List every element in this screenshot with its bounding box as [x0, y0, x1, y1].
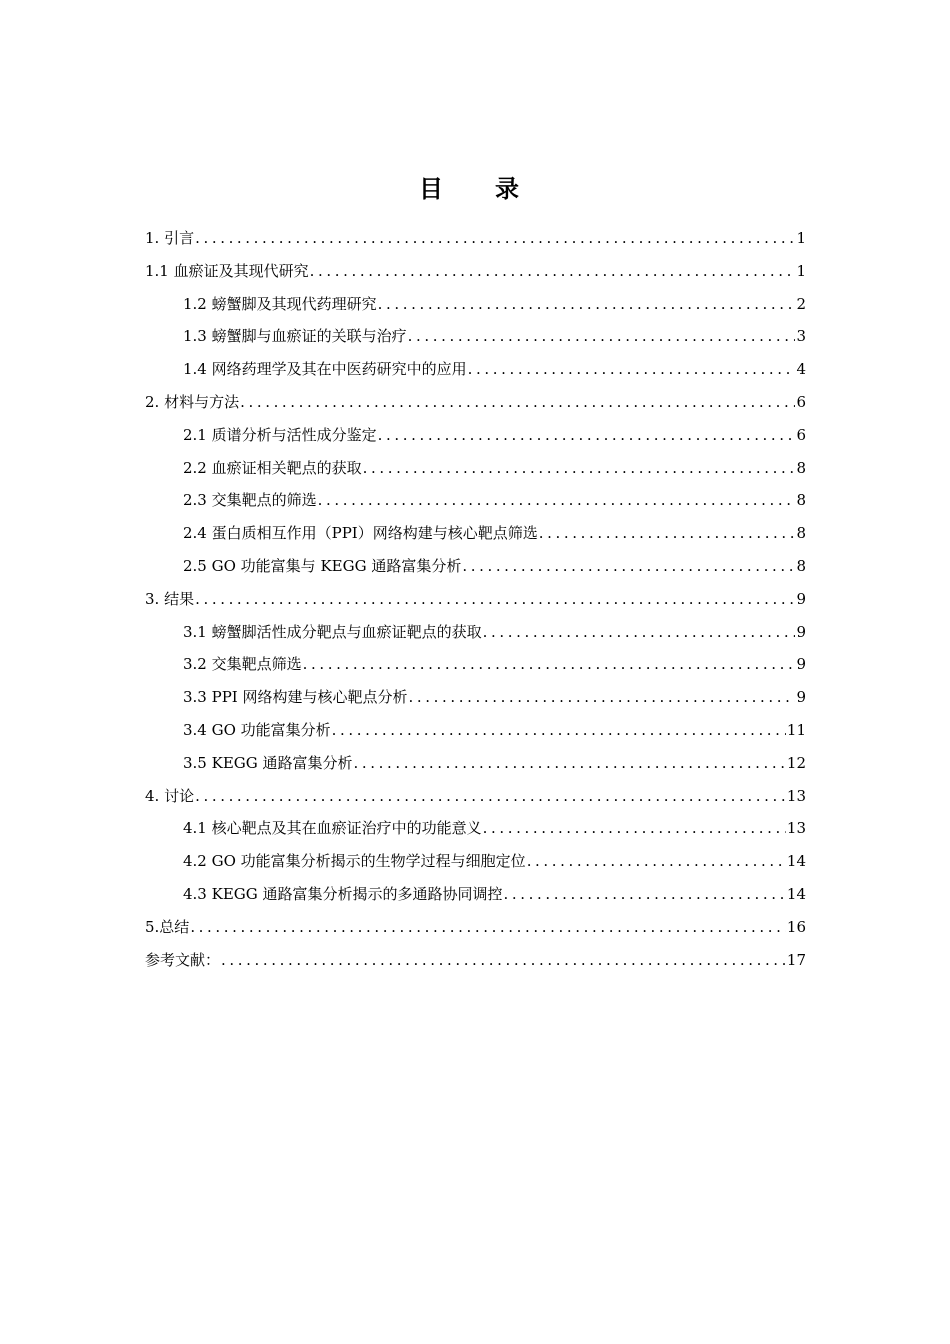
- toc-leader-dots: [539, 517, 796, 550]
- toc-leader-dots: [303, 648, 796, 681]
- toc-leader-dots: [378, 419, 796, 452]
- toc-entry[interactable]: [145, 255, 806, 288]
- toc-leader-dots: [195, 780, 786, 813]
- toc-leader-dots: [483, 812, 786, 845]
- toc-entry-label: 3.2 交集靶点筛选: [183, 655, 302, 674]
- toc-entry-label: 参考文献：: [145, 950, 221, 969]
- toc-entry[interactable]: [145, 222, 806, 255]
- toc-entry[interactable]: [145, 648, 806, 681]
- toc-page-number: 2: [796, 294, 806, 313]
- toc-leader-dots: [408, 320, 796, 353]
- toc-page-number: 9: [796, 589, 806, 608]
- toc-page-number: 8: [796, 458, 806, 477]
- toc-entry-label: 2.1 质谱分析与活性成分鉴定: [183, 425, 377, 444]
- toc-leader-dots: [527, 845, 786, 878]
- toc-page-number: 12: [786, 753, 806, 772]
- toc-entry-label: 2.3 交集靶点的筛选: [183, 491, 317, 510]
- toc-entry-label: 2.4 蛋白质相互作用（PPI）网络构建与核心靶点筛选: [183, 524, 538, 543]
- toc-leader-dots: [378, 288, 796, 321]
- toc-page-number: 9: [796, 688, 806, 707]
- toc-leader-dots: [195, 222, 795, 255]
- toc-entry[interactable]: [145, 845, 806, 878]
- toc-page-number: 1: [796, 261, 806, 280]
- toc-page-number: 14: [786, 852, 806, 871]
- toc-entry[interactable]: [145, 714, 806, 747]
- toc-entry[interactable]: [145, 517, 806, 550]
- toc-leader-dots: [240, 386, 795, 419]
- toc-leader-dots: [409, 681, 796, 714]
- toc-title: 目录: [419, 175, 571, 203]
- toc-page-number: 8: [796, 524, 806, 543]
- toc-page-number: 6: [796, 392, 806, 411]
- toc-page-number: 8: [796, 491, 806, 510]
- toc-page-number: 9: [796, 622, 806, 641]
- toc-entry[interactable]: [145, 550, 806, 583]
- toc-entry-label: 3. 结果: [145, 589, 195, 608]
- toc-entry[interactable]: [145, 780, 806, 813]
- toc-entry-label: 4.2 GO 功能富集分析揭示的生物学过程与细胞定位: [183, 852, 526, 871]
- toc-page-number: 14: [786, 884, 806, 903]
- toc-entry[interactable]: [145, 911, 806, 944]
- toc-entry[interactable]: [145, 288, 806, 321]
- toc-entry-label: 3.4 GO 功能富集分析: [183, 720, 331, 739]
- toc-entry-label: 1.2 螃蟹脚及其现代药理研究: [183, 294, 377, 313]
- toc-page-number: 13: [786, 786, 806, 805]
- toc-entry-label: 3.3 PPI 网络构建与核心靶点分析: [183, 688, 408, 707]
- toc-entry-label: 4. 讨论: [145, 786, 195, 805]
- toc-entry[interactable]: [145, 616, 806, 649]
- toc-leader-dots: [332, 714, 786, 747]
- toc-entry[interactable]: [145, 484, 806, 517]
- toc-entry[interactable]: [145, 583, 806, 616]
- toc-leader-dots: [483, 616, 796, 649]
- toc-page-number: 4: [796, 360, 806, 379]
- toc-entry-label: 1.3 螃蟹脚与血瘀证的关联与治疗: [183, 327, 407, 346]
- toc-entry[interactable]: [145, 386, 806, 419]
- toc-page-number: 3: [796, 327, 806, 346]
- toc-page-number: 13: [786, 819, 806, 838]
- toc-leader-dots: [462, 550, 795, 583]
- toc-leader-dots: [195, 583, 795, 616]
- toc-entry-label: 3.5 KEGG 通路富集分析: [183, 753, 353, 772]
- toc-leader-dots: [363, 452, 796, 485]
- toc-entry-label: 1. 引言: [145, 229, 195, 247]
- toc-entry-label: 1.1 血瘀证及其现代研究: [145, 261, 309, 280]
- toc-page-number: 16: [786, 917, 806, 936]
- toc-leader-dots: [221, 944, 786, 977]
- toc-entry-label: 2.5 GO 功能富集与 KEGG 通路富集分析: [183, 556, 462, 575]
- toc-entry-label: 4.1 核心靶点及其在血瘀证治疗中的功能意义: [183, 819, 482, 838]
- toc-entry[interactable]: [145, 878, 806, 911]
- toc-page-number: 1: [796, 229, 806, 247]
- toc-leader-dots: [468, 353, 796, 386]
- toc-entry-label: 2.2 血瘀证相关靶点的获取: [183, 458, 362, 477]
- toc-page-number: 17: [786, 950, 806, 969]
- toc-entry-label: 3.1 螃蟹脚活性成分靶点与血瘀证靶点的获取: [183, 622, 482, 641]
- toc-page-number: 8: [796, 556, 806, 575]
- toc-leader-dots: [504, 878, 786, 911]
- toc-leader-dots: [318, 484, 796, 517]
- table-of-contents: [145, 222, 806, 976]
- toc-entry[interactable]: [145, 353, 806, 386]
- toc-entry-label: 4.3 KEGG 通路富集分析揭示的多通路协同调控: [183, 884, 503, 903]
- toc-page-number: 9: [796, 655, 806, 674]
- toc-entry[interactable]: [145, 812, 806, 845]
- toc-entry[interactable]: [145, 320, 806, 353]
- toc-entry[interactable]: [145, 419, 806, 452]
- toc-entry[interactable]: [145, 452, 806, 485]
- toc-entry-label: 5.总结: [145, 917, 190, 936]
- toc-entry[interactable]: [145, 681, 806, 714]
- toc-entry[interactable]: [145, 944, 806, 977]
- toc-leader-dots: [354, 747, 786, 780]
- toc-entry[interactable]: [145, 747, 806, 780]
- toc-leader-dots: [310, 255, 796, 288]
- toc-leader-dots: [190, 911, 786, 944]
- toc-entry-label: 2. 材料与方法: [145, 392, 240, 411]
- toc-page-number: 11: [786, 720, 806, 739]
- toc-page-number: 6: [796, 425, 806, 444]
- toc-entry-label: 1.4 网络药理学及其在中医药研究中的应用: [183, 360, 467, 379]
